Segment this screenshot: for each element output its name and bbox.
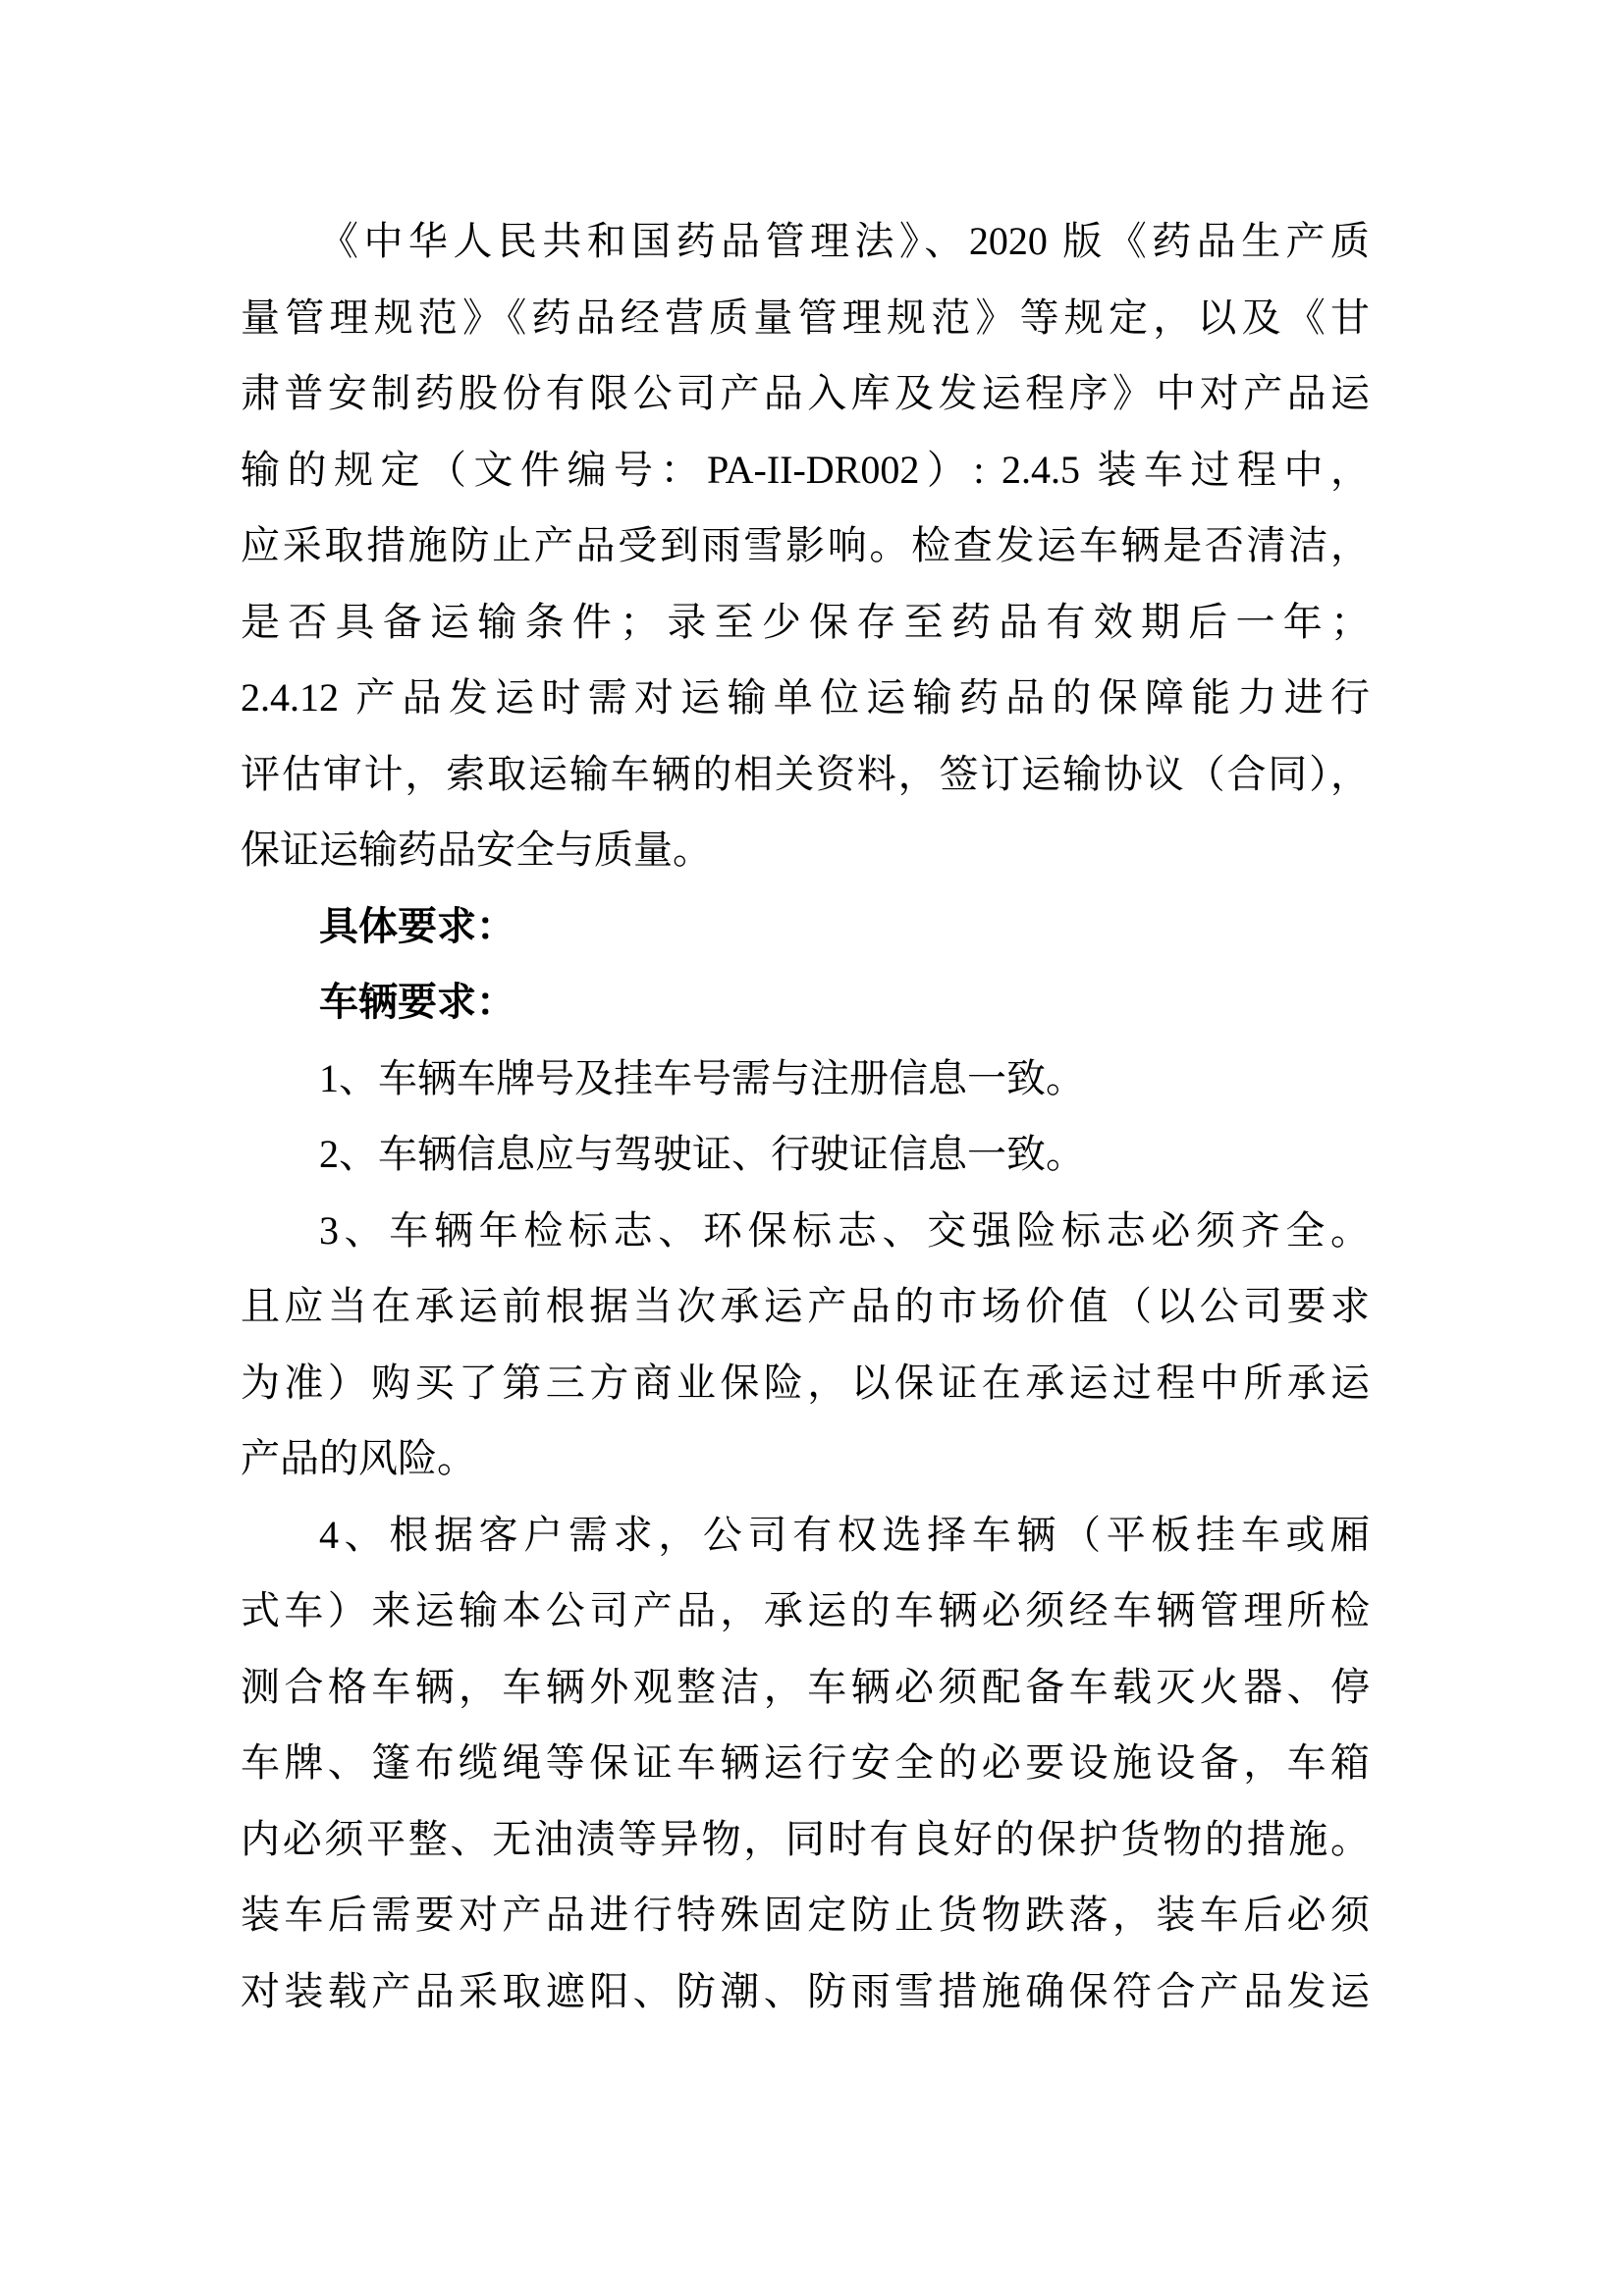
list-item: 4、根据客户需求，公司有权选择车辆（平板挂车或厢	[319, 1512, 1370, 1557]
text-line: 量管理规范》《药品经营质量管理规范》等规定，以及《甘	[241, 294, 1370, 340]
section-heading: 具体要求：	[319, 903, 515, 948]
text-line: 对装载产品采取遮阳、防潮、防雨雪措施确保符合产品发运	[241, 1968, 1370, 2013]
text-line: 是否具备运输条件；录至少保存至药品有效期后一年；	[241, 599, 1370, 644]
section-heading: 车辆要求：	[319, 980, 515, 1024]
text-line: 《中华人民共和国药品管理法》、2020 版《药品生产质	[319, 219, 1370, 263]
text-line: 应采取措施防止产品受到雨雪影响。检查发运车辆是否清洁，	[241, 523, 1370, 567]
text-line: 评估审计，索取运输车辆的相关资料，签订运输协议（合同），	[241, 751, 1370, 796]
text-line: 保证运输药品安全与质量。	[241, 828, 712, 872]
text-line: 测合格车辆，车辆外观整洁，车辆必须配备车载灭火器、停	[241, 1664, 1370, 1709]
text-line: 产品的风险。	[241, 1436, 476, 1480]
text-line: 内必须平整、无油渍等异物，同时有良好的保护货物的措施。	[241, 1816, 1370, 1861]
list-item: 1、车辆车牌号及挂车号需与注册信息一致。	[319, 1055, 1085, 1100]
text-line: 2.4.12 产品发运时需对运输单位运输药品的保障能力进行	[241, 675, 1370, 720]
text-line: 式车）来运输本公司产品，承运的车辆必须经车辆管理所检	[241, 1588, 1370, 1632]
list-item: 3、车辆年检标志、环保标志、交强险标志必须齐全。	[319, 1207, 1370, 1253]
list-item: 2、车辆信息应与驾驶证、行驶证信息一致。	[319, 1132, 1085, 1176]
text-line: 装车后需要对产品进行特殊固定防止货物跌落，装车后必须	[241, 1893, 1370, 1937]
document-page	[241, 203, 1370, 2029]
text-line: 且应当在承运前根据当次承运产品的市场价值（以公司要求	[241, 1284, 1370, 1328]
text-line: 输的规定（文件编号：PA-II-DR002）: 2.4.5 装车过程中，	[241, 447, 1370, 492]
text-line: 肃普安制药股份有限公司产品入库及发运程序》中对产品运	[241, 371, 1370, 415]
text-line: 为准）购买了第三方商业保险，以保证在承运过程中所承运	[241, 1360, 1370, 1405]
text-line: 车牌、篷布缆绳等保证车辆运行安全的必要设施设备，车箱	[241, 1740, 1370, 1785]
